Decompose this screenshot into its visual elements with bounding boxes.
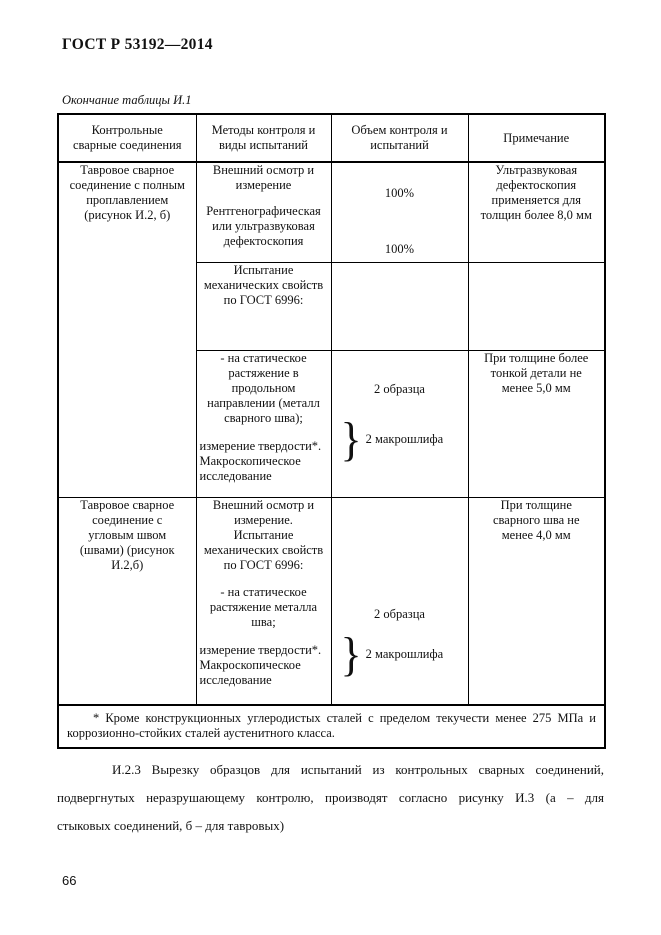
volume-macrosections-1: 2 макрошлифа <box>365 432 444 446</box>
table-caption: Окончание таблицы И.1 <box>62 93 192 107</box>
cell-note-1c: При толщине более тонкой детали не менее 5,0 мм <box>468 350 605 497</box>
brace-icon: } <box>340 627 362 681</box>
brace-group-1 <box>335 414 465 466</box>
table-i1 <box>57 113 606 749</box>
cell-joint-2: Тавровое сварное соединение с угловым швом (швами) (рисунок И.2,б) <box>58 497 196 705</box>
page-number: 66 <box>62 873 77 888</box>
method-visual-inspection-2: Внешний осмотр и измерение. Испытание механических свойств по ГОСТ 6996: <box>203 497 324 572</box>
col-header-methods: Методы контроля и виды испытаний <box>196 114 331 162</box>
cell-volume-1a <box>331 162 468 262</box>
row2 <box>58 497 605 705</box>
cell-volume-1b-empty <box>331 262 468 350</box>
row1-sub1 <box>58 162 605 262</box>
col-header-volume: Объем контроля и испытаний <box>331 114 468 162</box>
brace-icon: } <box>340 412 362 466</box>
document-title: ГОСТ Р 53192—2014 <box>62 36 213 53</box>
footnote-line-1: * Кроме конструкционных углеродистых сталей с пределом текучести менее 275 МПа и <box>93 711 596 725</box>
cell-note-1a: Ультразвуковая дефектоскопия применяется для толщин более 8,0 мм <box>468 162 605 262</box>
method-radiographic: Рентгенографическая или ультразвуковая дефектоскопия <box>206 204 321 248</box>
method-hardness-2: измерение твердости*. Макроскопическое исследование <box>199 642 322 687</box>
cell-volume-1c <box>331 350 468 497</box>
volume-macrosections-2: 2 макрошлифа <box>365 647 444 661</box>
method-visual-inspection: Внешний осмотр и измерение <box>212 163 315 192</box>
paragraph-line-3: стыковых соединений, б – для тавровых) <box>57 818 285 833</box>
brace-group-2 <box>335 629 465 681</box>
paragraph-line-2: подвергнутых неразрушающему контролю, производят согласно рисунку И.3 (а – для <box>57 790 604 805</box>
method-static-tension-2: - на статическое растяжение металла шва; <box>209 584 318 629</box>
footnote-line-2: коррозионно-стойких сталей аустенитного класса. <box>67 726 335 740</box>
footnote-row <box>58 705 605 748</box>
cell-methods-1b: Испытание механических свойств по ГОСТ 6996: <box>196 262 331 350</box>
volume-100-2: 100% <box>384 242 415 256</box>
col-header-note: Примечание <box>468 114 605 162</box>
cell-joint-1: Тавровое сварное соединение с полным проплавлением (рисунок И.2, б) <box>58 162 196 497</box>
cell-methods-2 <box>196 497 331 705</box>
method-hardness-1: измерение твердости*. Макроскопическое исследование <box>199 438 322 483</box>
volume-specimens-1: 2 образца <box>374 381 425 396</box>
method-static-tension-1: - на статическое растяжение в продольном направлении (металл сварного шва); <box>207 350 320 425</box>
cell-methods-1a <box>196 162 331 262</box>
volume-specimens-2: 2 образца <box>374 606 425 621</box>
table-footnote <box>58 705 605 748</box>
cell-volume-2 <box>331 497 468 705</box>
paragraph-i23 <box>57 756 604 840</box>
cell-note-1b-empty <box>468 262 605 350</box>
paragraph-line-1: И.2.3 Вырезку образцов для испытаний из контрольных сварных соединений, <box>112 762 604 777</box>
cell-note-2: При толщине сварного шва не менее 4,0 мм <box>468 497 605 705</box>
table-header-row <box>58 114 605 162</box>
cell-methods-1c <box>196 350 331 497</box>
volume-100-1: 100% <box>384 186 415 200</box>
col-header-joints: Контрольные сварные соединения <box>58 114 196 162</box>
